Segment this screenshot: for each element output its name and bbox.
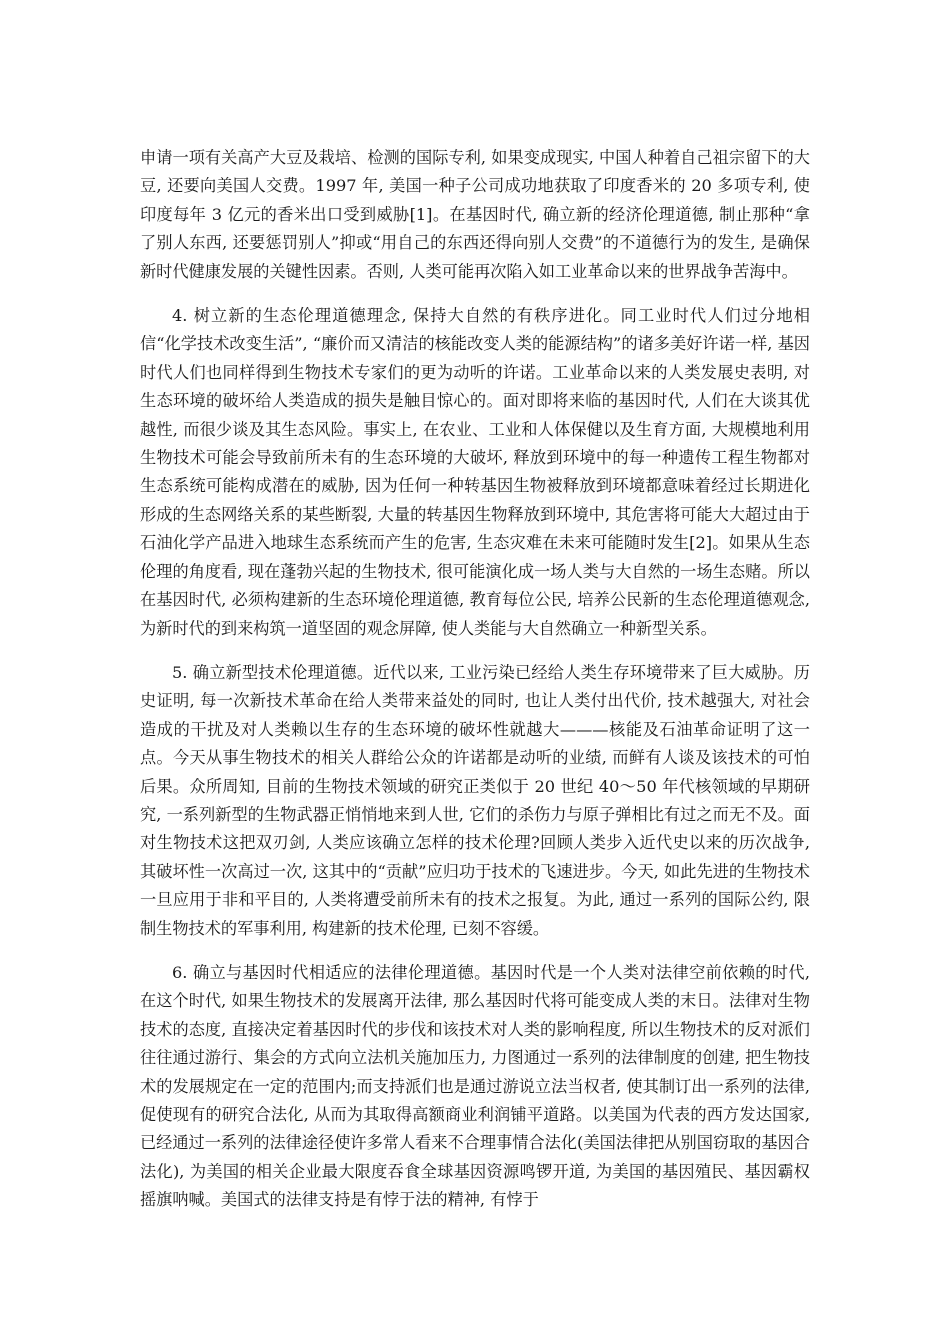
paragraph-continuation: 申请一项有关高产大豆及栽培、检测的国际专利, 如果变成现实, 中国人种着自己祖宗留下的大豆, 还要向美国人交费。1997 年, 美国一种子公司成功地获取了印度香米的 20 多项专利, 使印度每年 3 亿元的香米出口受到威胁[1]。在基因时代, 确立新的经济伦理道德, 制止那种“拿了别人东西, 还要惩罚别人”抑或“用自己的东西还得向别人交费”的不道德行为的发生, 是确保新时代健康发展的关键性因素。否则, 人类可能再次陷入如工业革命以来的世界战争苦海中。 [140, 148, 810, 281]
document-body [140, 144, 810, 1215]
paragraph-ecological-ethics: 4. 树立新的生态伦理道德理念, 保持大自然的有秩序进化。同工业时代人们过分地相信“化学技术改变生活”, “廉价而又清洁的核能改变人类的能源结构”的诸多美好许诺一样, 基因时代人们也同样得到生物技术专家们的更为动听的许诺。工业革命以来的人类发展史表明, 对生态环境的破坏给人类造成的损失是触目惊心的。面对即将来临的基因时代, 人们在大谈其优越性, 而很少谈及其生态风险。事实上, 在农业、工业和人体保健以及生育方面, 大规模地利用生物技术可能会导致前所未有的生态环境的大破坏, 释放到环境中的每一种遗传工程生物都对生态系统可能构成潜在的威胁, 因为任何一种转基因生物被释放到环境都意味着经过长期进化形成的生态网络关系的某些断裂, 大量的转基因生物释放到环境中, 其危害将可能大大超过由于石油化学产品进入地球生态系统而产生的危害, 生态灾难在未来可能随时发生[2]。如果从生态伦理的角度看, 现在蓬勃兴起的生物技术, 很可能演化成一场人类与大自然的一场生态赌。所以在基因时代, 必须构建新的生态环境伦理道德, 教育每位公民, 培养公民新的生态伦理道德观念, 为新时代的到来构筑一道坚固的观念屏障, 使人类能与大自然确立一种新型关系。 [140, 306, 810, 638]
paragraph-legal-ethics: 6. 确立与基因时代相适应的法律伦理道德。基因时代是一个人类对法律空前依赖的时代, 在这个时代, 如果生物技术的发展离开法律, 那么基因时代将可能变成人类的末日。法律对生物技术的态度, 直接决定着基因时代的步伐和该技术对人类的影响程度, 所以生物技术的反对派们往往通过游行、集会的方式向立法机关施加压力, 力图通过一系列的法律制度的创建, 把生物技术的发展规定在一定的范围内;而支持派们也是通过游说立法当权者, 使其制订出一系列的法律, 促使现有的研究合法化, 从而为其取得高额商业利润铺平道路。以美国为代表的西方发达国家, 已经通过一系列的法律途径使许多常人看来不合理事情合法化(美国法律把从别国窃取的基因合法化), 为美国的相关企业最大限度吞食全球基因资源鸣锣开道, 为美国的基因殖民、基因霸权摇旗呐喊。美国式的法律支持是有悖于法的精神, 有悖于 [140, 962, 810, 1210]
paragraph-technology-ethics: 5. 确立新型技术伦理道德。近代以来, 工业污染已经给人类生存环境带来了巨大威胁。历史证明, 每一次新技术革命在给人类带来益处的同时, 也让人类付出代价, 技术越强大, 对社会造成的干扰及对人类赖以生存的生态环境的破坏性就越大———核能及石油革命证明了这一点。今天从事生物技术的相关人群给公众的许诺都是动听的业绩, 而鲜有人谈及该技术的可怕后果。众所周知, 目前的生物技术领域的研究正类似于 20 世纪 40～50 年代核领域的早期研究, 一系列新型的生物武器正悄悄地来到人世, 它们的杀伤力与原子弹相比有过之而无不及。面对生物技术这把双刃剑, 人类应该确立怎样的技术伦理?回顾人类步入近代史以来的历次战争, 其破坏性一次高过一次, 这其中的“贡献”应归功于技术的飞速进步。今天, 如此先进的生物技术一旦应用于非和平目的, 人类将遭受前所未有的技术之报复。为此, 通过一系列的国际公约, 限制生物技术的军事利用, 构建新的技术伦理, 已刻不容缓。 [140, 662, 810, 938]
